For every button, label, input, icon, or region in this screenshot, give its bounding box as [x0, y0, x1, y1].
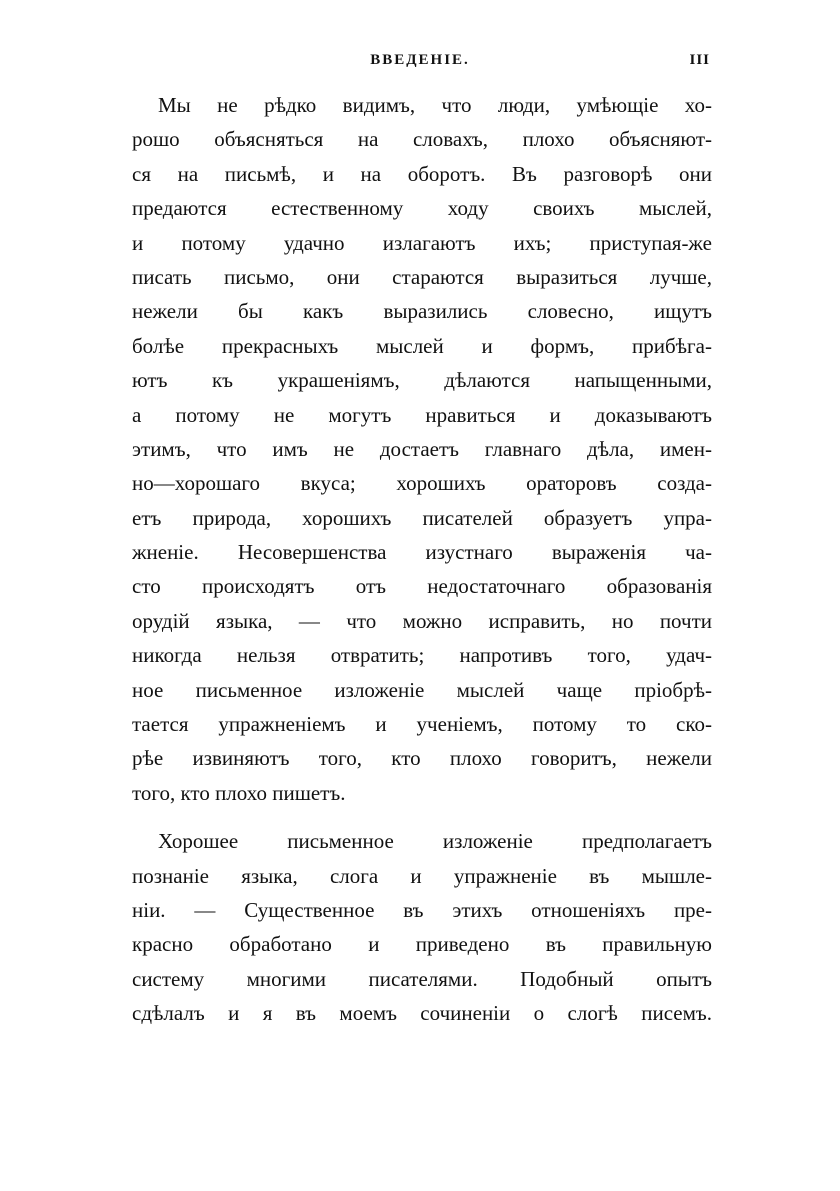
- text-line: Мы не рѣдко видимъ, что люди, умѣющіе хо-: [158, 93, 712, 117]
- text-line: того, кто плохо пишетъ.: [132, 780, 346, 805]
- text-line: рѣе извиняютъ того, кто плохо говоритъ, нежели: [132, 746, 712, 771]
- text-line: Хорошее письменное изложеніе предполагаетъ: [158, 829, 712, 854]
- text-line: рошо объясняться на словахъ, плохо объясняют-: [132, 127, 712, 152]
- text-line: болѣе прекрасныхъ мыслей и формъ, прибѣга-: [132, 333, 712, 358]
- text-line: сдѣлалъ и я въ моемъ сочиненіи о слогѣ писемъ.: [132, 1001, 712, 1026]
- text-line: тается упражненіемъ и ученіемъ, потому то ско-: [132, 712, 712, 737]
- text-line: но—хорошаго вкуса; хорошихъ ораторовъ созда-: [132, 471, 712, 496]
- text-line: ютъ къ украшеніямъ, дѣлаются напыщенными,: [132, 368, 712, 393]
- text-line: ное письменное изложеніе мыслей чаще пріобрѣ-: [132, 677, 712, 702]
- text-line: орудій языка, — что можно исправить, но почти: [132, 608, 712, 633]
- text-line: и потому удачно излагаютъ ихъ; приступая-же: [132, 230, 712, 255]
- paragraph-gap: [132, 810, 712, 824]
- text-line: жненіе. Несовершенства изустнаго выраженія ча-: [132, 540, 712, 565]
- text-line: ніи. — Существенное въ этихъ отношеніяхъ пре-: [132, 897, 712, 922]
- text-line: ся на письмѣ, и на оборотъ. Въ разговорѣ они: [132, 161, 712, 186]
- body-text: [132, 88, 712, 1031]
- paragraph-1: [132, 88, 712, 810]
- text-line: никогда нельзя отвратить; напротивъ того, удач-: [132, 643, 712, 668]
- text-line: етъ природа, хорошихъ писателей образуетъ упра-: [132, 505, 712, 530]
- text-line: познаніе языка, слога и упражненіе въ мышле-: [132, 863, 712, 888]
- page-number: III: [689, 52, 710, 68]
- running-head: [130, 50, 710, 74]
- text-line: писать письмо, они стараются выразиться лучше,: [132, 264, 712, 289]
- text-line: красно обработано и приведено въ правильную: [132, 932, 712, 957]
- text-line: а потому не могутъ нравиться и доказываютъ: [132, 402, 712, 427]
- running-title: ВВЕДЕНІЕ.: [370, 52, 470, 68]
- text-line: предаются естественному ходу своихъ мыслей,: [132, 196, 712, 221]
- text-line: сто происходятъ отъ недостаточнаго образованія: [132, 574, 712, 599]
- text-line: систему многими писателями. Подобный опытъ: [132, 966, 712, 991]
- paragraph-2: [132, 824, 712, 1030]
- text-line: нежели бы какъ выразились словесно, ищутъ: [132, 299, 712, 324]
- text-line: этимъ, что имъ не достаетъ главнаго дѣла, имен-: [132, 436, 712, 461]
